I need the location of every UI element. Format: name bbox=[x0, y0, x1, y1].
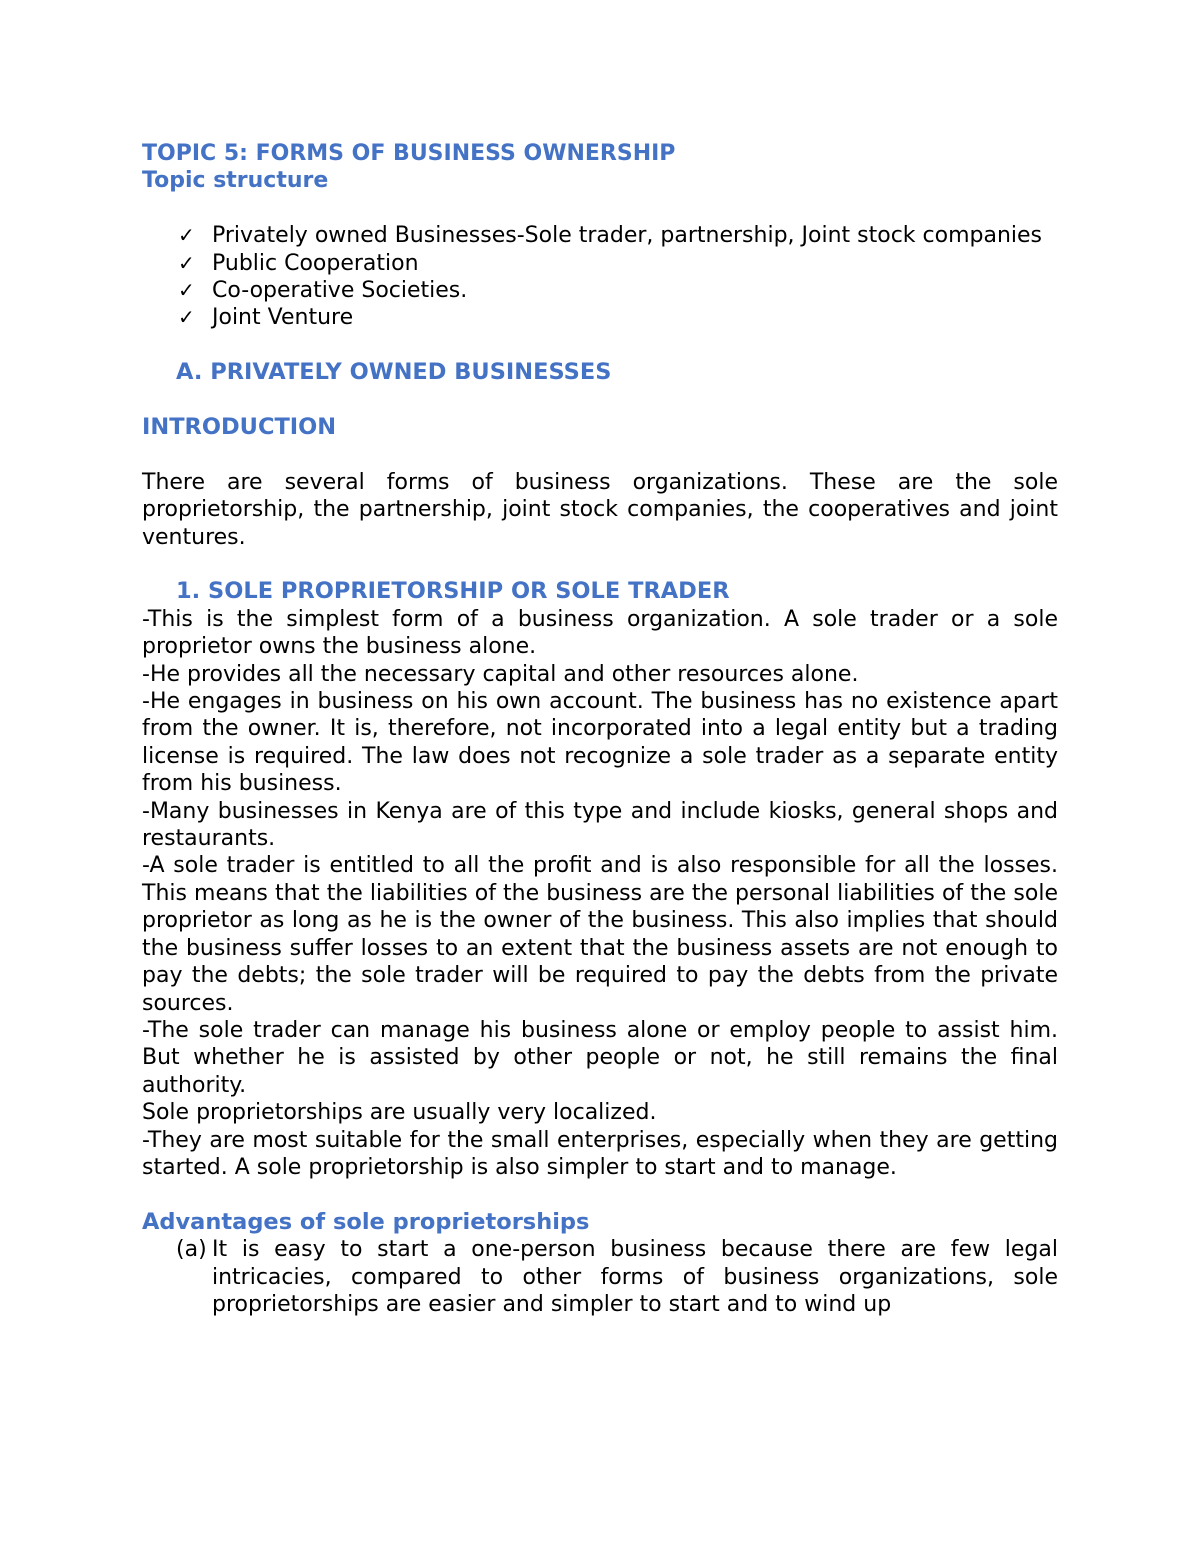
topic-title: TOPIC 5: FORMS OF BUSINESS OWNERSHIP bbox=[142, 141, 676, 166]
list-item bbox=[142, 222, 1058, 249]
list-item-text: Joint Venture bbox=[212, 305, 354, 331]
section-1-paragraph: -They are most suitable for the small enterprises, especially when they are getting started. A sole proprietorship is also simpler to start and to manage. bbox=[142, 1127, 1058, 1180]
section-1-heading: 1. SOLE PROPRIETORSHIP OR SOLE TRADER bbox=[176, 578, 730, 605]
section-1-paragraph: -Many businesses in Kenya are of this type and include kiosks, general shops and restaurants. bbox=[142, 798, 1058, 852]
list-item-text: Public Cooperation bbox=[212, 250, 419, 276]
introduction-text: There are several forms of business organizations. These are the sole proprietorship, the partnership, joint stock companies, the cooperatives and joint ventures. bbox=[142, 469, 1058, 550]
section-1-paragraph: -He provides all the necessary capital and other resources alone. bbox=[142, 661, 859, 687]
introduction-heading: INTRODUCTION bbox=[142, 414, 337, 441]
check-icon: ✓ bbox=[178, 305, 195, 330]
advantages-list bbox=[142, 1236, 1058, 1318]
list-item-text: Co-operative Societies. bbox=[212, 278, 468, 304]
topic-structure-label: Topic structure bbox=[142, 168, 329, 194]
section-1-paragraph: -This is the simplest form of a business organization. A sole trader or a sole proprietor owns the business alone. bbox=[142, 606, 1058, 660]
check-icon: ✓ bbox=[178, 278, 195, 303]
advantages-heading: Advantages of sole proprietorships bbox=[142, 1208, 590, 1235]
list-item bbox=[142, 1236, 1058, 1318]
list-item bbox=[142, 277, 1058, 304]
list-item bbox=[142, 250, 1058, 277]
section-1-paragraph: -A sole trader is entitled to all the profit and is also responsible for all the losses. This means that the liabilities of the business are the personal liabilities of the sole proprietor as long as he is the owner of the business. This also implies that should the business suffer losses to an extent that the business assets are not enough to pay the debts; the sole trader will be required to pay the debts from the private sources. bbox=[142, 853, 1058, 1016]
list-item bbox=[142, 304, 1058, 331]
check-icon: ✓ bbox=[178, 223, 195, 248]
list-marker: (a) bbox=[176, 1237, 207, 1263]
section-1-paragraph: -The sole trader can manage his business alone or employ people to assist him. But whether he is assisted by other people or not, he still remains the final authority. bbox=[142, 1017, 1058, 1098]
check-icon: ✓ bbox=[178, 250, 195, 275]
section-1-paragraph: Sole proprietorships are usually very localized. bbox=[142, 1100, 657, 1126]
document-page bbox=[142, 140, 1058, 1318]
list-item-text: It is easy to start a one-person business because there are few legal intricacies, compared to other forms of business organizations, sole proprietorships are easier and simpler to start and to wind up bbox=[212, 1237, 1058, 1317]
list-item-text: Privately owned Businesses-Sole trader, partnership, Joint stock companies bbox=[212, 223, 1043, 249]
section-1-paragraph: -He engages in business on his own account. The business has no existence apart from the owner. It is, therefore, not incorporated into a legal entity but a trading license is required. The law does not recognize a sole trader as a separate entity from his business. bbox=[142, 689, 1058, 797]
topic-structure-list bbox=[142, 222, 1058, 332]
section-a-heading: A. PRIVATELY OWNED BUSINESSES bbox=[176, 359, 612, 386]
